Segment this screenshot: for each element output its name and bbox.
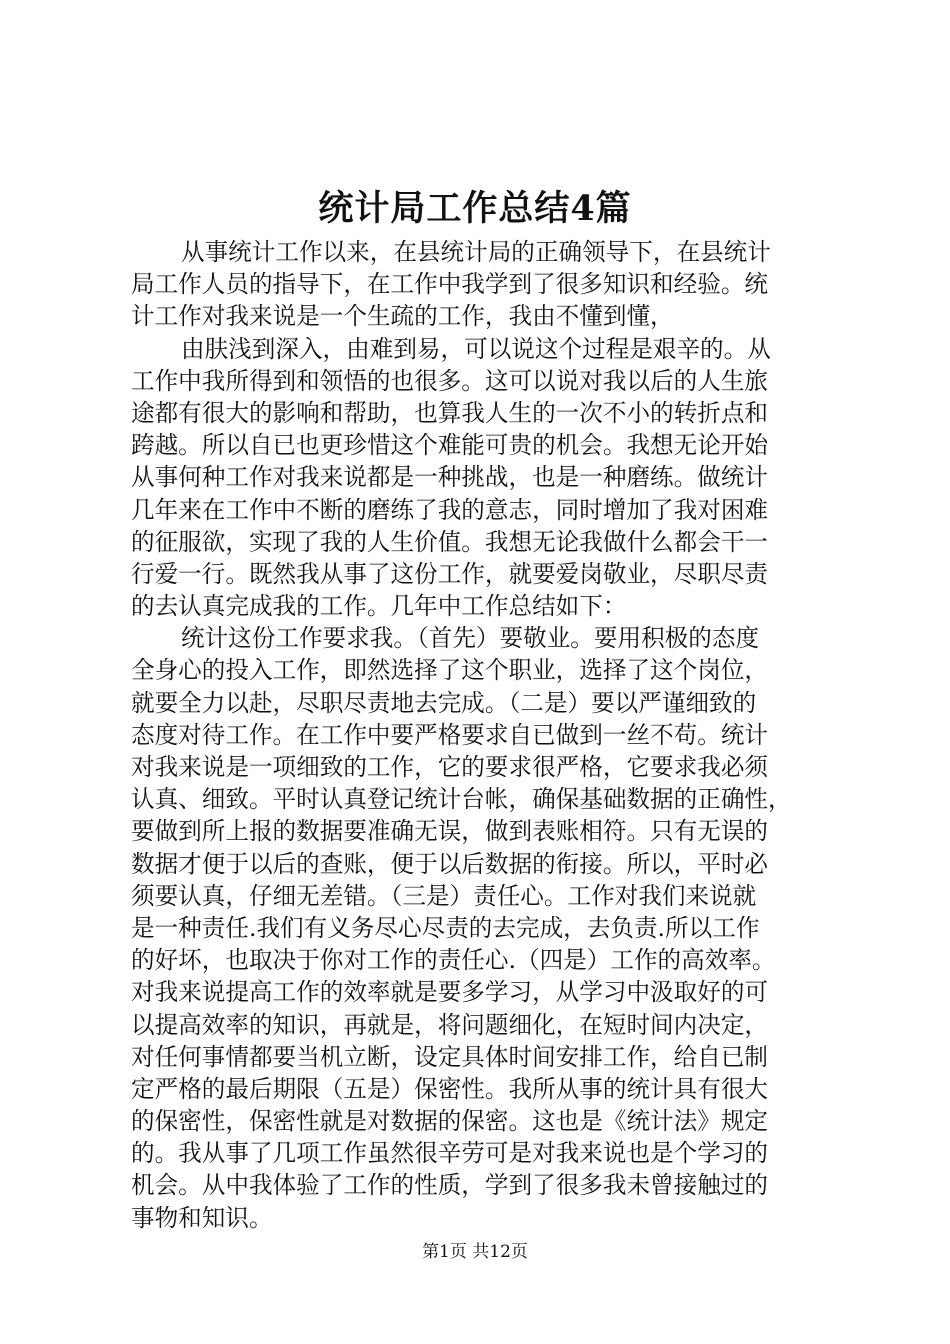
paragraph-line: 是一种责任.我们有义务尽心尽责的去完成，去负责.所以工作 (131, 913, 760, 942)
paragraph-line: 行爱一行。既然我从事了这份工作，就要爱岗敬业，尽职尽责 (131, 559, 769, 588)
document-body (131, 236, 831, 1234)
paragraph-line: 以提高效率的知识，再就是，将问题细化，在短时间内决定， (131, 1010, 769, 1039)
paragraph-line: 要做到所上报的数据要准确无误，做到表账相符。只有无误的 (131, 817, 769, 846)
paragraph-line: 的好坏，也取决于你对工作的责任心.（四是）工作的高效率。 (131, 946, 776, 975)
paragraph-line: 定严格的最后期限（五是）保密性。我所从事的统计具有很大 (131, 1074, 769, 1103)
paragraph-line: 计工作对我来说是一个生疏的工作，我由不懂到懂， (131, 302, 674, 331)
paragraph-line: 跨越。所以自已也更珍惜这个难能可贵的机会。我想无论开始 (131, 431, 769, 460)
paragraph-line: 数据才便于以后的查账，便于以后数据的衔接。所以，平时必 (131, 849, 769, 878)
paragraph-line: 对我来说提高工作的效率就是要多学习，从学习中汲取好的可 (131, 978, 769, 1007)
paragraph-line: 由肤浅到深入，由难到易，可以说这个过程是艰辛的。从 (181, 334, 771, 363)
paragraph-line: 局工作人员的指导下，在工作中我学到了很多知识和经验。统 (131, 270, 769, 299)
document-title: 统计局工作总结4篇 (318, 188, 632, 229)
paragraph-line: 态度对待工作。在工作中要严格要求自已做到一丝不苟。统计 (131, 720, 769, 749)
paragraph-line: 从事何种工作对我来说都是一种挑战，也是一种磨练。做统计 (131, 463, 769, 492)
paragraph-line: 认真、细致。平时认真登记统计台帐，确保基础数据的正确性， (131, 785, 792, 814)
paragraph-line: 机会。从中我体验了工作的性质，学到了很多我未曾接触过的 (131, 1171, 769, 1200)
paragraph-line: 就要全力以赴，尽职尽责地去完成。（二是）要以严谨细致的 (131, 688, 757, 717)
paragraph-line: 须要认真，仔细无差错。（三是）责任心。工作对我们来说就 (131, 881, 757, 910)
paragraph-line: 对我来说是一项细致的工作，它的要求很严格，它要求我必须 (131, 753, 769, 781)
paragraph-line: 途都有很大的影响和帮助，也算我人生的一次不小的转折点和 (131, 398, 769, 427)
paragraph-line: 从事统计工作以来，在县统计局的正确领导下，在县统计 (181, 238, 771, 266)
paragraph-line: 几年来在工作中不断的磨练了我的意志，同时增加了我对困难 (131, 495, 769, 524)
page-footer: 第1页 共12页 (422, 1242, 528, 1262)
paragraph-line: 的征服欲，实现了我的人生价值。我想无论我做什么都会干一 (131, 527, 769, 556)
paragraph-line: 对任何事情都要当机立断，设定具体时间安排工作，给自已制 (131, 1042, 769, 1071)
paragraph-line: 统计这份工作要求我。（首先）要敬业。要用积极的态度 (181, 624, 760, 653)
paragraph-line: 工作中我所得到和领悟的也很多。这可以说对我以后的人生旅 (131, 366, 769, 395)
paragraph-line: 的保密性，保密性就是对数据的保密。这也是《统计法》规定 (131, 1107, 769, 1136)
paragraph-line: 事物和知识。 (131, 1203, 273, 1232)
paragraph-line: 的去认真完成我的工作。几年中工作总结如下： (131, 592, 627, 621)
paragraph-line: 的。我从事了几项工作虽然很辛劳可是对我来说也是个学习的 (131, 1139, 769, 1168)
paragraph-line: 全身心的投入工作，即然选择了这个职业，选择了这个岗位， (131, 656, 769, 685)
